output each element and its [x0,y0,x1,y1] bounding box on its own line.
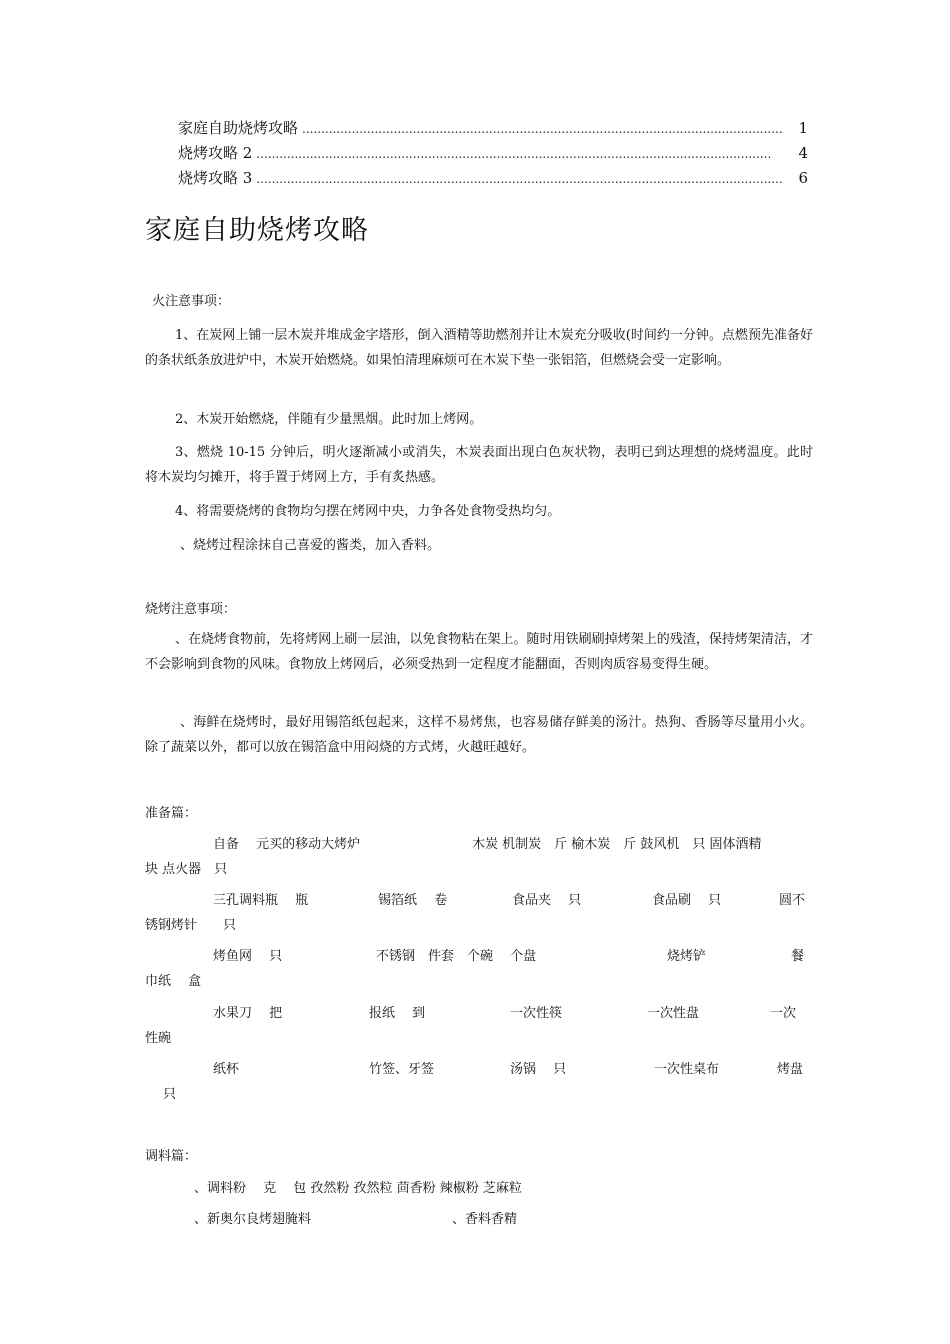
prep-item: 食品夹 只 [512,893,582,908]
prep-item-wrap: 巾纸 盒 [145,974,202,989]
prep-item-wrap: 锈钢烤针 只 [145,918,237,933]
prep-item: 餐 [791,949,805,964]
prep-item: 纸杯 [213,1062,240,1077]
toc-entry-page: 4 [798,144,808,162]
prep-item: 一次 [770,1006,797,1021]
prep-item: 自备 元买的移动大烤炉 [213,837,361,852]
toc-leader-dots [302,122,784,136]
prep-item: 烧烤铲 [667,949,707,964]
toc-entry-page: 6 [798,169,808,187]
prep-section-label: 准备篇： [145,806,198,821]
table-of-contents [178,117,808,192]
season-line: 、香料香精 [452,1212,518,1227]
toc-leader-dots [256,172,784,186]
prep-item: 食品刷 只 [652,893,722,908]
toc-entry[interactable] [178,167,808,192]
prep-item-wrap: 块 点火器 只 [145,862,228,877]
toc-leader-dots [256,147,770,161]
prep-item: 汤锅 只 [510,1062,567,1077]
toc-entry-title: 烧烤攻略 2 [178,144,253,162]
fire-section-label: 火注意事项： [152,294,231,309]
fire-step-3: 3、燃烧 10-15 分钟后，明火逐渐减小或消失，木炭表面出现白色灰状物，表明已到达理想的烧烤温度。此时将木炭均匀摊开，将手置于烤网上方，手有炙热感。 [145,445,813,485]
prep-item: 一次性桌布 [654,1062,720,1077]
bbq-tip-2: 、海鲜在烧烤时，最好用锡箔纸包起来，这样不易烤焦，也容易储存鲜美的汤汁。热狗、香肠等尽量用小火。除了蔬菜以外，都可以放在锡箔盒中用闷烧的方式烤，火越旺越好。 [145,715,813,755]
toc-entry[interactable] [178,142,808,167]
page-title: 家庭自助烧烤攻略 [145,215,369,246]
prep-item: 木炭 机制炭 斤 榆木炭 斤 鼓风机 只 固体酒精 [472,837,762,852]
prep-item: 水果刀 把 [213,1006,283,1021]
fire-step-4: 4、将需要烧烤的食物均匀摆在烤网中央，力争各处食物受热均匀。 [175,504,561,519]
bbq-section-label: 烧烤注意事项： [145,602,237,617]
toc-entry-page: 1 [798,119,808,137]
prep-item-wrap: 性碗 [145,1031,172,1046]
prep-item: 圆不 [779,893,806,908]
prep-item: 不锈钢 件套 个碗 个盘 [376,949,537,964]
prep-item: 三孔调料瓶 瓶 [213,893,309,908]
prep-item: 烤鱼网 只 [213,949,283,964]
fire-step-5: 、烧烤过程涂抹自己喜爱的酱类，加入香料。 [180,538,441,553]
prep-item: 烤盘 [777,1062,804,1077]
prep-item: 报纸 到 [369,1006,426,1021]
fire-step-2: 2、木炭开始燃烧，伴随有少量黑烟。此时加上烤网。 [175,412,483,427]
toc-entry[interactable] [178,117,808,142]
prep-item: 一次性筷 [510,1006,563,1021]
bbq-tip-1: 、在烧烤食物前，先将烤网上刷一层油，以免食物粘在架上。随时用铁刷刷掉烤架上的残渣，保持烤架清洁，才不会影响到食物的风味。食物放上烤网后，必须受热到一定程度才能翻面，否则肉质容易变得生硬。 [145,632,813,672]
prep-item: 锡箔纸 卷 [378,893,448,908]
prep-item-wrap: 只 [163,1087,177,1102]
season-line: 、新奥尔良烤翅腌料 [194,1212,312,1227]
fire-step-1: 1、在炭网上铺一层木炭并堆成金字塔形，倒入酒精等助燃剂并让木炭充分吸收(时间约一分钟。点燃预先准备好的条状纸条放进炉中，木炭开始燃烧。如果怕清理麻烦可在木炭下垫一张铝箔，但燃烧会受一定影响。 [145,328,813,368]
prep-item: 一次性盘 [647,1006,700,1021]
toc-entry-title: 烧烤攻略 3 [178,169,253,187]
season-section-label: 调料篇： [145,1149,198,1164]
prep-item: 竹签、牙签 [369,1062,435,1077]
toc-entry-title: 家庭自助烧烤攻略 [178,119,299,137]
season-line: 、调料粉 克 包 孜然粉 孜然粒 茴香粉 辣椒粉 芝麻粒 [194,1181,522,1196]
